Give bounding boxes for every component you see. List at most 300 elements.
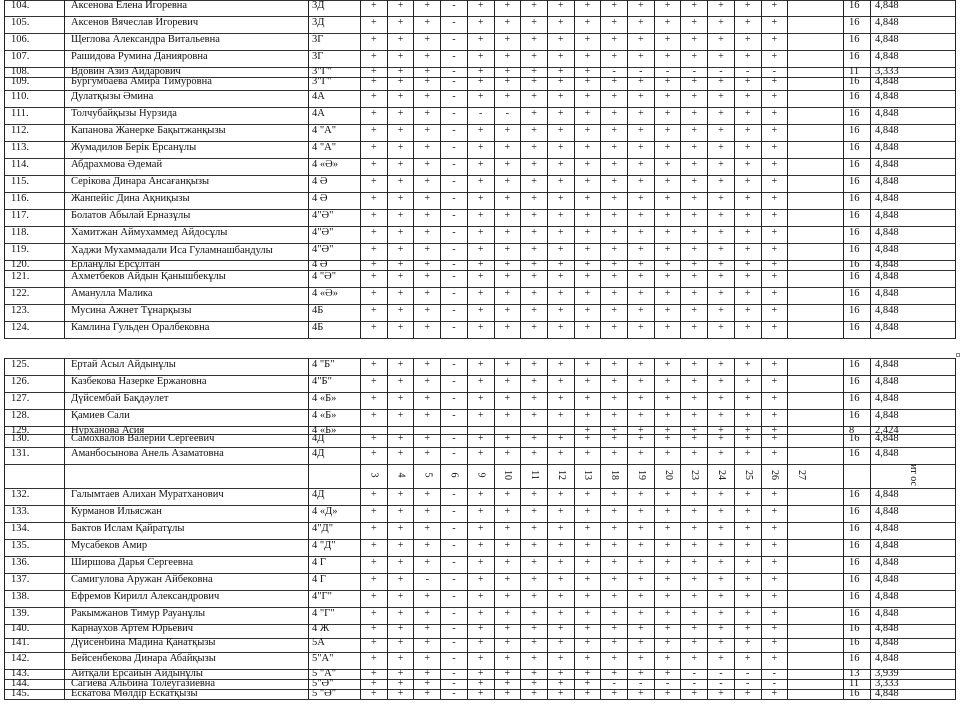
attendance-mark: + (520, 287, 547, 304)
class-label: 5 "А" (308, 669, 360, 679)
total-count: 16 (843, 33, 870, 50)
attendance-mark: + (680, 192, 707, 209)
header-day (360, 464, 387, 488)
attendance-mark: + (654, 321, 681, 338)
attendance-mark: + (520, 67, 547, 77)
attendance-mark: + (547, 16, 574, 33)
row-number: 125. (4, 358, 64, 375)
attendance-mark: + (520, 33, 547, 50)
attendance-mark: + (360, 607, 387, 624)
header-label: 5 (422, 472, 434, 478)
attendance-mark: + (547, 607, 574, 624)
attendance-mark: + (574, 669, 601, 679)
class-label: 4 Ә (308, 260, 360, 270)
attendance-mark: - (761, 67, 788, 77)
attendance-mark: + (360, 624, 387, 638)
attendance-mark: + (360, 375, 387, 392)
attendance-mark: + (600, 669, 627, 679)
attendance-mark: + (360, 209, 387, 226)
attendance-mark: + (387, 107, 414, 124)
class-label: 4 Ә (308, 192, 360, 209)
class-label: 3"Г" (308, 77, 360, 90)
row-number: 124. (4, 321, 64, 338)
attendance-mark: + (734, 539, 761, 556)
attendance-mark: + (467, 192, 494, 209)
attendance-mark: - (440, 50, 467, 67)
attendance-mark: + (600, 590, 627, 607)
attendance-mark: + (707, 638, 734, 652)
attendance-mark: + (654, 158, 681, 175)
attendance-mark: + (654, 107, 681, 124)
row-number: 114. (4, 158, 64, 175)
attendance-mark: + (520, 590, 547, 607)
attendance-mark (413, 426, 440, 434)
attendance-mark: + (413, 447, 440, 464)
student-name: Аманулла Малика (64, 287, 308, 304)
attendance-mark: + (680, 539, 707, 556)
attendance-mark: + (387, 16, 414, 33)
attendance-mark: + (494, 209, 521, 226)
score-value: 4,848 (870, 689, 956, 699)
attendance-mark: + (761, 638, 788, 652)
attendance-mark: + (707, 447, 734, 464)
attendance-mark: + (734, 392, 761, 409)
class-label: 4 "А" (308, 141, 360, 158)
attendance-mark: + (627, 304, 654, 321)
table-row (0, 67, 960, 77)
score-value: 4,848 (870, 158, 956, 175)
class-label: 4"Д" (308, 522, 360, 539)
attendance-mark: + (627, 573, 654, 590)
row-number: 138. (4, 590, 64, 607)
total-count: 16 (843, 226, 870, 243)
attendance-mark: + (467, 358, 494, 375)
attendance-mark: + (734, 689, 761, 699)
attendance-mark: + (627, 321, 654, 338)
total-count: 16 (843, 689, 870, 699)
header-label: 26 (769, 470, 781, 480)
attendance-mark: - (680, 67, 707, 77)
attendance-mark: + (467, 607, 494, 624)
attendance-mark: - (440, 556, 467, 573)
class-label: 5"А" (308, 652, 360, 669)
attendance-mark: + (627, 287, 654, 304)
attendance-mark: - (494, 107, 521, 124)
attendance-mark (787, 77, 814, 90)
attendance-mark (520, 426, 547, 434)
attendance-mark: + (680, 304, 707, 321)
attendance-mark: + (680, 124, 707, 141)
attendance-mark: + (734, 107, 761, 124)
attendance-mark: - (600, 67, 627, 77)
attendance-mark: + (413, 321, 440, 338)
attendance-mark: + (761, 375, 788, 392)
attendance-mark: + (680, 607, 707, 624)
attendance-mark: + (680, 16, 707, 33)
attendance-mark: + (654, 556, 681, 573)
table-row (0, 260, 960, 270)
attendance-mark: + (734, 321, 761, 338)
attendance-mark: + (627, 556, 654, 573)
attendance-mark: + (600, 624, 627, 638)
attendance-mark: + (574, 16, 601, 33)
attendance-mark: + (387, 209, 414, 226)
attendance-mark: + (467, 556, 494, 573)
attendance-mark: + (734, 505, 761, 522)
attendance-mark: + (520, 447, 547, 464)
attendance-mark: + (761, 434, 788, 447)
attendance-mark: + (734, 209, 761, 226)
attendance-mark: + (707, 90, 734, 107)
attendance-mark: + (574, 260, 601, 270)
student-name: Хаджи Мухаммадали Иса Гуламнашбандулы (64, 243, 308, 260)
total-count: 16 (843, 16, 870, 33)
attendance-mark: + (547, 77, 574, 90)
attendance-mark: + (360, 638, 387, 652)
attendance-mark: + (707, 505, 734, 522)
total-count: 16 (843, 192, 870, 209)
attendance-mark (787, 175, 814, 192)
attendance-mark: + (520, 260, 547, 270)
attendance-mark: + (627, 539, 654, 556)
attendance-mark: + (654, 16, 681, 33)
student-name: Казбекова Назерке Ержановна (64, 375, 308, 392)
student-name: Қамиев Сали (64, 409, 308, 426)
attendance-mark (360, 426, 387, 434)
attendance-mark: + (654, 124, 681, 141)
attendance-mark: + (627, 426, 654, 434)
student-name: Капанова Жанерке Бақытжанқызы (64, 124, 308, 141)
attendance-mark: - (654, 679, 681, 689)
class-label: 4 Г (308, 573, 360, 590)
attendance-mark: + (413, 522, 440, 539)
attendance-mark: + (360, 679, 387, 689)
attendance-mark: + (734, 573, 761, 590)
attendance-mark: + (734, 77, 761, 90)
attendance-mark: + (574, 434, 601, 447)
attendance-mark: + (520, 304, 547, 321)
attendance-mark: + (413, 689, 440, 699)
score-value: 4,848 (870, 434, 956, 447)
attendance-mark: + (654, 392, 681, 409)
attendance-mark: + (360, 158, 387, 175)
attendance-mark: + (600, 358, 627, 375)
attendance-mark: + (761, 175, 788, 192)
attendance-mark: + (413, 409, 440, 426)
class-label: 3Д (308, 0, 360, 16)
attendance-mark: + (494, 16, 521, 33)
attendance-mark (787, 638, 814, 652)
attendance-mark: + (467, 50, 494, 67)
row-number: 120. (4, 260, 64, 270)
attendance-mark: - (654, 67, 681, 77)
attendance-mark: + (494, 77, 521, 90)
attendance-mark (787, 669, 814, 679)
attendance-mark: + (627, 90, 654, 107)
attendance-mark: + (547, 434, 574, 447)
row-number: 118. (4, 226, 64, 243)
table-row (0, 209, 960, 226)
attendance-mark: + (413, 505, 440, 522)
attendance-mark: + (413, 260, 440, 270)
score-value: 3,939 (870, 669, 956, 679)
attendance-mark: + (360, 107, 387, 124)
attendance-mark (787, 426, 814, 434)
student-name: Аманбосынова Анель Азаматовна (64, 447, 308, 464)
header-name (64, 464, 308, 488)
class-label: 4 «Д» (308, 505, 360, 522)
attendance-mark (787, 321, 814, 338)
attendance-mark: + (520, 50, 547, 67)
attendance-mark: + (413, 638, 440, 652)
attendance-mark: + (360, 50, 387, 67)
attendance-mark: + (387, 434, 414, 447)
attendance-mark: + (761, 590, 788, 607)
class-label: 4"Ә" (308, 226, 360, 243)
attendance-mark: + (467, 624, 494, 638)
attendance-mark: + (707, 409, 734, 426)
attendance-mark: + (494, 124, 521, 141)
attendance-mark: + (707, 539, 734, 556)
attendance-mark: + (520, 488, 547, 505)
attendance-mark (787, 287, 814, 304)
attendance-mark: + (467, 16, 494, 33)
student-name: Камлина Гульден Оралбековна (64, 321, 308, 338)
attendance-mark: + (574, 226, 601, 243)
table-row (0, 358, 960, 375)
attendance-mark: + (467, 260, 494, 270)
attendance-mark: + (547, 226, 574, 243)
attendance-mark: + (600, 556, 627, 573)
attendance-mark: + (467, 243, 494, 260)
header-day (627, 464, 654, 488)
attendance-mark: + (707, 260, 734, 270)
attendance-mark: + (387, 409, 414, 426)
attendance-mark: - (440, 434, 467, 447)
attendance-mark (787, 226, 814, 243)
score-value: 4,848 (870, 175, 956, 192)
total-count: 16 (843, 358, 870, 375)
attendance-mark (787, 679, 814, 689)
attendance-mark: + (654, 669, 681, 679)
attendance-mark: + (547, 522, 574, 539)
attendance-mark (787, 652, 814, 669)
attendance-mark: + (520, 77, 547, 90)
attendance-mark: + (734, 50, 761, 67)
attendance-mark: + (654, 141, 681, 158)
score-value: 4,848 (870, 107, 956, 124)
attendance-mark: + (707, 50, 734, 67)
attendance-mark: + (707, 175, 734, 192)
attendance-mark: + (360, 90, 387, 107)
total-count: 16 (843, 77, 870, 90)
attendance-mark: + (547, 375, 574, 392)
attendance-mark: + (654, 243, 681, 260)
attendance-mark: + (387, 679, 414, 689)
attendance-mark: + (520, 607, 547, 624)
attendance-mark: + (654, 426, 681, 434)
attendance-mark: + (654, 573, 681, 590)
attendance-mark: + (547, 556, 574, 573)
attendance-mark: + (600, 16, 627, 33)
attendance-mark: + (574, 505, 601, 522)
attendance-mark: + (494, 50, 521, 67)
student-name: Самигулова Аружан Айбековна (64, 573, 308, 590)
attendance-mark: + (627, 434, 654, 447)
attendance-mark: - (440, 192, 467, 209)
attendance-mark: + (520, 689, 547, 699)
total-count: 16 (843, 505, 870, 522)
header-label: 4 (395, 472, 407, 478)
class-label: 5"Ә" (308, 679, 360, 689)
attendance-mark: + (467, 652, 494, 669)
header-day (520, 464, 547, 488)
table-row (0, 447, 960, 464)
row-number: 115. (4, 175, 64, 192)
class-label: 4Б (308, 321, 360, 338)
attendance-mark (787, 158, 814, 175)
attendance-mark: + (707, 375, 734, 392)
attendance-mark: + (600, 0, 627, 16)
attendance-mark: + (360, 434, 387, 447)
total-count: 16 (843, 0, 870, 16)
attendance-mark: + (547, 50, 574, 67)
class-label: 4 «Ә» (308, 287, 360, 304)
class-label: 4Д (308, 434, 360, 447)
row-number: 128. (4, 409, 64, 426)
attendance-mark: - (440, 16, 467, 33)
attendance-mark (787, 358, 814, 375)
row-number: 112. (4, 124, 64, 141)
attendance-mark (494, 426, 521, 434)
attendance-mark: + (627, 243, 654, 260)
attendance-mark: + (360, 243, 387, 260)
attendance-mark: + (467, 638, 494, 652)
attendance-mark: + (734, 192, 761, 209)
attendance-mark: + (680, 488, 707, 505)
attendance-mark: + (707, 77, 734, 90)
class-label: 4 "Д" (308, 539, 360, 556)
attendance-mark: + (627, 107, 654, 124)
attendance-mark: + (387, 638, 414, 652)
total-count: 16 (843, 90, 870, 107)
attendance-mark: - (440, 209, 467, 226)
attendance-mark: + (387, 358, 414, 375)
total-count: 16 (843, 243, 870, 260)
attendance-mark: + (600, 304, 627, 321)
header-label: 6 (448, 472, 460, 478)
attendance-mark: + (680, 447, 707, 464)
attendance-mark: + (600, 607, 627, 624)
attendance-mark: + (680, 624, 707, 638)
score-value: 4,848 (870, 607, 956, 624)
attendance-mark: + (654, 689, 681, 699)
attendance-mark: + (574, 426, 601, 434)
attendance-mark: - (627, 679, 654, 689)
attendance-mark: + (734, 124, 761, 141)
attendance-mark: + (761, 624, 788, 638)
attendance-mark: + (520, 175, 547, 192)
attendance-mark: + (547, 158, 574, 175)
attendance-mark: - (440, 505, 467, 522)
attendance-mark: + (413, 50, 440, 67)
attendance-mark: - (440, 522, 467, 539)
attendance-mark: + (574, 33, 601, 50)
attendance-mark: + (600, 226, 627, 243)
row-number: 143. (4, 669, 64, 679)
attendance-mark: + (547, 124, 574, 141)
attendance-mark: + (494, 505, 521, 522)
attendance-mark: + (413, 158, 440, 175)
student-name: Галымтаев Алихан Муратханович (64, 488, 308, 505)
attendance-mark: + (547, 270, 574, 287)
attendance-mark: + (547, 652, 574, 669)
attendance-mark: + (600, 260, 627, 270)
total-count: 16 (843, 539, 870, 556)
attendance-mark: + (600, 392, 627, 409)
attendance-mark: + (654, 90, 681, 107)
attendance-mark: + (574, 67, 601, 77)
attendance-mark: + (707, 426, 734, 434)
attendance-mark: + (547, 33, 574, 50)
attendance-mark: + (654, 447, 681, 464)
attendance-mark: + (600, 321, 627, 338)
attendance-mark: + (520, 573, 547, 590)
table-row (0, 679, 960, 689)
attendance-mark: - (680, 679, 707, 689)
attendance-mark: + (707, 226, 734, 243)
attendance-mark: + (600, 539, 627, 556)
attendance-mark: + (600, 243, 627, 260)
attendance-mark: + (707, 624, 734, 638)
attendance-mark: - (440, 638, 467, 652)
attendance-mark: + (761, 304, 788, 321)
attendance-mark: + (387, 669, 414, 679)
table-row (0, 141, 960, 158)
row-number: 117. (4, 209, 64, 226)
attendance-mark: + (520, 141, 547, 158)
attendance-mark: + (467, 287, 494, 304)
attendance-mark: + (520, 375, 547, 392)
attendance-mark: + (494, 226, 521, 243)
attendance-mark: + (467, 270, 494, 287)
attendance-mark: + (707, 287, 734, 304)
attendance-mark: + (387, 192, 414, 209)
attendance-mark: + (707, 358, 734, 375)
attendance-mark: + (467, 226, 494, 243)
attendance-mark: + (680, 226, 707, 243)
attendance-mark: + (761, 192, 788, 209)
attendance-mark: + (627, 505, 654, 522)
attendance-mark: + (547, 447, 574, 464)
table-row (0, 50, 960, 67)
attendance-mark: + (494, 679, 521, 689)
attendance-mark (787, 260, 814, 270)
attendance-mark: + (520, 158, 547, 175)
attendance-mark: + (494, 260, 521, 270)
attendance-mark: + (387, 321, 414, 338)
student-name: Ракымжанов Тимур Рауанұлы (64, 607, 308, 624)
attendance-mark: + (680, 209, 707, 226)
row-number: 129. (4, 426, 64, 434)
class-label: 4 Ж (308, 624, 360, 638)
score-value: 4,848 (870, 16, 956, 33)
header-label: ит ос (907, 464, 919, 486)
attendance-mark: + (360, 77, 387, 90)
attendance-mark: + (494, 33, 521, 50)
header-label: 20 (662, 470, 674, 480)
attendance-mark: + (761, 270, 788, 287)
